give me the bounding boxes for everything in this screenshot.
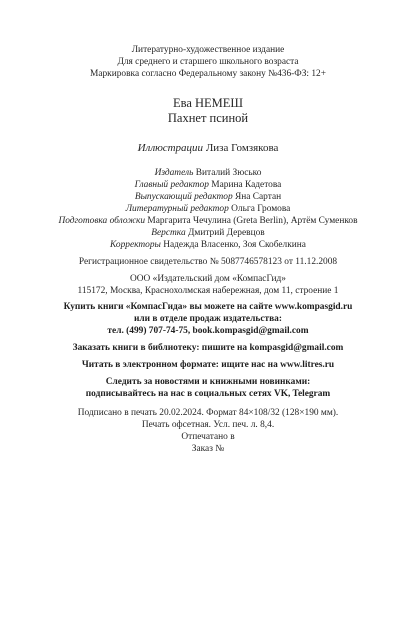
order-number-line: Заказ № (191, 444, 225, 454)
printed-at-line: Отпечатано в (181, 432, 235, 442)
credit-role: Верстка (151, 228, 186, 238)
print-type-line: Печать офсетная. Усл. печ. л. 8,4. (141, 420, 275, 430)
book-title: Пахнет псиной (167, 111, 249, 125)
credit-line (0, 203, 416, 215)
credit-role: Корректоры (110, 240, 161, 250)
credit-name: Ольга Громова (231, 204, 291, 214)
news-line: Следить за новостями и книжными новинками: (105, 377, 311, 387)
print-signed-line: Подписано в печать 20.02.2024. Формат 84×108/32 (128×190 мм). (77, 408, 339, 418)
credit-role: Издатель (154, 168, 194, 178)
credit-role: Литературный редактор (125, 204, 229, 214)
credit-line (0, 167, 416, 179)
library-order-line: Заказать книги в библиотеку: пишите на kompasgid@gmail.com (72, 343, 344, 353)
illustrator-role: Иллюстрации (137, 142, 204, 154)
publisher-name: ООО «Издательский дом «КомпасГид» (130, 274, 286, 284)
credit-name: Маргарита Чечулина (Greta Berlin), Артём Суменков (147, 216, 358, 226)
registration-certificate: Регистрационное свидетельство № 5087746578123 от 11.12.2008 (78, 257, 338, 267)
credit-line (0, 239, 416, 251)
credit-line (0, 179, 416, 191)
credit-name: Виталий Зюсько (195, 168, 262, 178)
credit-name: Марина Кадетова (211, 180, 282, 190)
illustrator-line (0, 142, 416, 155)
sales-department-line: или в отделе продаж издательства: (134, 314, 282, 324)
credit-name: Надежда Власенко, Зоя Скобелкина (163, 240, 306, 250)
credit-role: Главный редактор (134, 180, 209, 190)
genre-note: Литературно-художественное издание (131, 45, 285, 55)
credit-name: Яна Сартан (234, 192, 282, 202)
credit-line (0, 227, 416, 239)
publisher-address: 115172, Москва, Краснохолмская набережная, дом 11, строение 1 (77, 286, 339, 296)
age-note: Для среднего и старшего школьного возраста (117, 57, 299, 67)
credit-line (0, 191, 416, 203)
contact-line: тел. (499) 707-74-75, book.kompasgid@gmail.com (107, 326, 309, 336)
credit-name: Дмитрий Деревцов (188, 228, 265, 238)
social-networks-line: подписывайтесь на нас в социальных сетях VK, Telegram (85, 389, 331, 399)
credit-role: Подготовка обложки (58, 216, 146, 226)
book-author: Ева НЕМЕШ (172, 96, 244, 110)
credit-line (0, 215, 416, 227)
credit-role: Выпускающий редактор (134, 192, 233, 202)
illustrator-name: Лиза Гомзякова (205, 142, 279, 154)
ebook-line: Читать в электронном формате: ищите нас на www.litres.ru (81, 360, 335, 370)
buy-books-line: Купить книги «КомпасГида» вы можете на сайте www.kompasgid.ru (63, 302, 353, 312)
age-rating-note: Маркировка согласно Федеральному закону №436-ФЗ: 12+ (89, 69, 326, 79)
